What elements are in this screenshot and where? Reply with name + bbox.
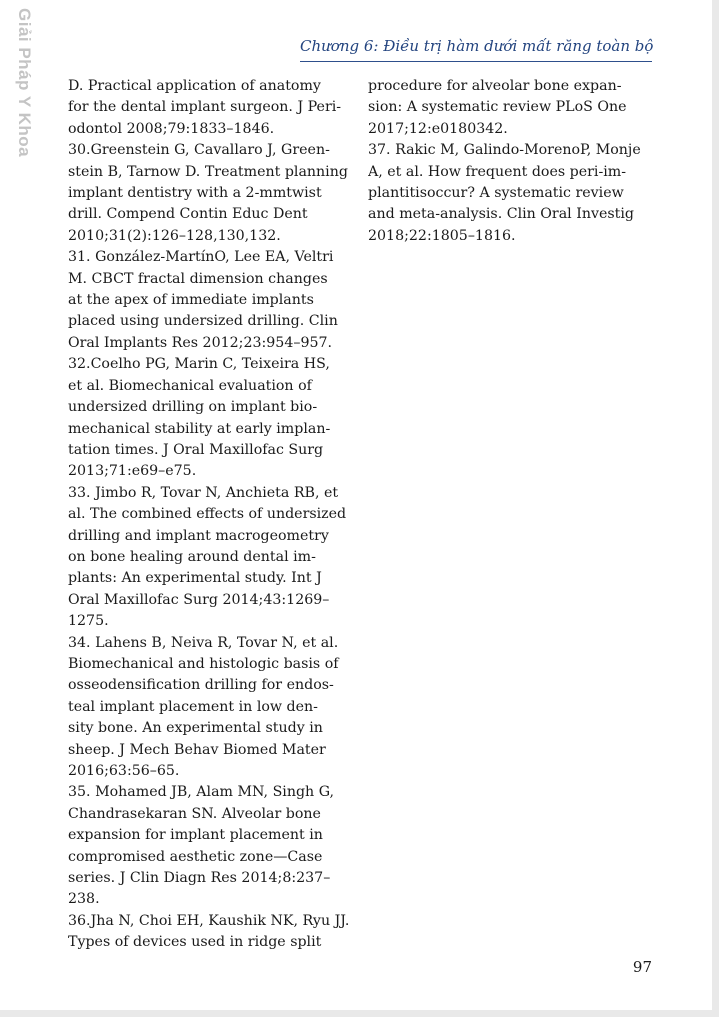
reference-line: tation times. J Oral Maxillofac Surg [68,441,324,458]
reference-line: 2018;22:1805–1816. [368,227,516,244]
reference-line: odontol 2008;79:1833–1846. [68,120,275,137]
reference-line: on bone healing around dental im- [68,548,316,565]
reference-line: plants: An experimental study. Int J [68,570,322,587]
reference-line: 2010;31(2):126–128,130,132. [68,227,281,244]
reference-line: sion: A systematic review PLoS One [368,99,627,116]
reference-line: stein B, Tarnow D. Treatment planning [68,163,348,180]
reference-line: Types of devices used in ridge split [68,934,322,951]
reference-line: al. The combined effects of undersized [68,506,347,523]
reference-line: 2017;12:e0180342. [368,120,508,137]
reference-line: teal implant placement in low den- [68,698,318,715]
reference-line: sity bone. An experimental study in [68,720,323,737]
reference-line: 2016;63:56–65. [68,763,180,779]
reference-line: Oral Maxillofac Surg 2014;43:1269– [68,591,330,608]
reference-line: 32.Coelho PG, Marin C, Teixeira HS, [68,356,330,373]
reference-line: 1275. [68,613,109,630]
reference-line: series. J Clin Diagn Res 2014;8:237– [68,870,331,887]
reference-line: drill. Compend Contin Educ Dent [68,206,308,223]
reference-line: undersized drilling on implant bio- [68,399,318,416]
reference-line: Biomechanical and histologic basis of [68,655,339,672]
reference-line: expansion for implant placement in [68,827,323,844]
reference-line: 34. Lahens B, Neiva R, Tovar N, et al. [68,634,339,651]
reference-line: drilling and implant macrogeometry [68,527,329,544]
reference-line: osseodensification drilling for endos- [68,677,334,694]
reference-line: sheep. J Mech Behav Biomed Mater [68,741,326,758]
reference-line: 33. Jimbo R, Tovar N, Anchieta RB, et [68,484,339,501]
reference-line: mechanical stability at early implan- [68,420,331,437]
reference-line: 36.Jha N, Choi EH, Kaushik NK, Ryu JJ. [68,912,350,929]
reference-line: A, et al. How frequent does peri-im- [368,163,627,180]
reference-line: for the dental implant surgeon. J Peri- [68,99,342,116]
reference-line: implant dentistry with a 2-mmtwist [68,185,322,202]
reference-line: and meta-analysis. Clin Oral Investig [368,206,634,223]
reference-line: 2013;71:e69–e75. [68,463,197,480]
reference-line: compromised aesthetic zone—Case [68,848,323,865]
chapter-header: Chương 6: Điều trị hàm dưới mất răng toàn bộ [300,35,652,62]
references-right-column [368,76,652,247]
reference-line: M. CBCT fractal dimension changes [68,270,328,287]
reference-line: 238. [68,891,100,908]
watermark-text: Giải Pháp Y Khoa [15,8,34,158]
references-left-column [68,76,353,954]
reference-line: Oral Implants Res 2012;23:954–957. [68,334,333,351]
reference-line: placed using undersized drilling. Clin [68,313,338,330]
reference-line: at the apex of immediate implants [68,292,314,309]
reference-line: 35. Mohamed JB, Alam MN, Singh G, [68,784,335,801]
reference-line: D. Practical application of anatomy [68,78,321,94]
reference-line: procedure for alveolar bone expan- [368,78,622,94]
reference-line: Chandrasekaran SN. Alveolar bone [68,805,321,822]
reference-line: plantitisoccur? A systematic review [368,185,624,202]
reference-line: et al. Biomechanical evaluation of [68,377,312,394]
reference-line: 37. Rakic M, Galindo-MorenoP, Monje [368,142,641,159]
reference-line: 31. González-MartínO, Lee EA, Veltri [68,249,334,266]
page-number: 97 [632,958,652,976]
side-watermark [6,8,42,158]
reference-line: 30.Greenstein G, Cavallaro J, Green- [68,142,330,159]
